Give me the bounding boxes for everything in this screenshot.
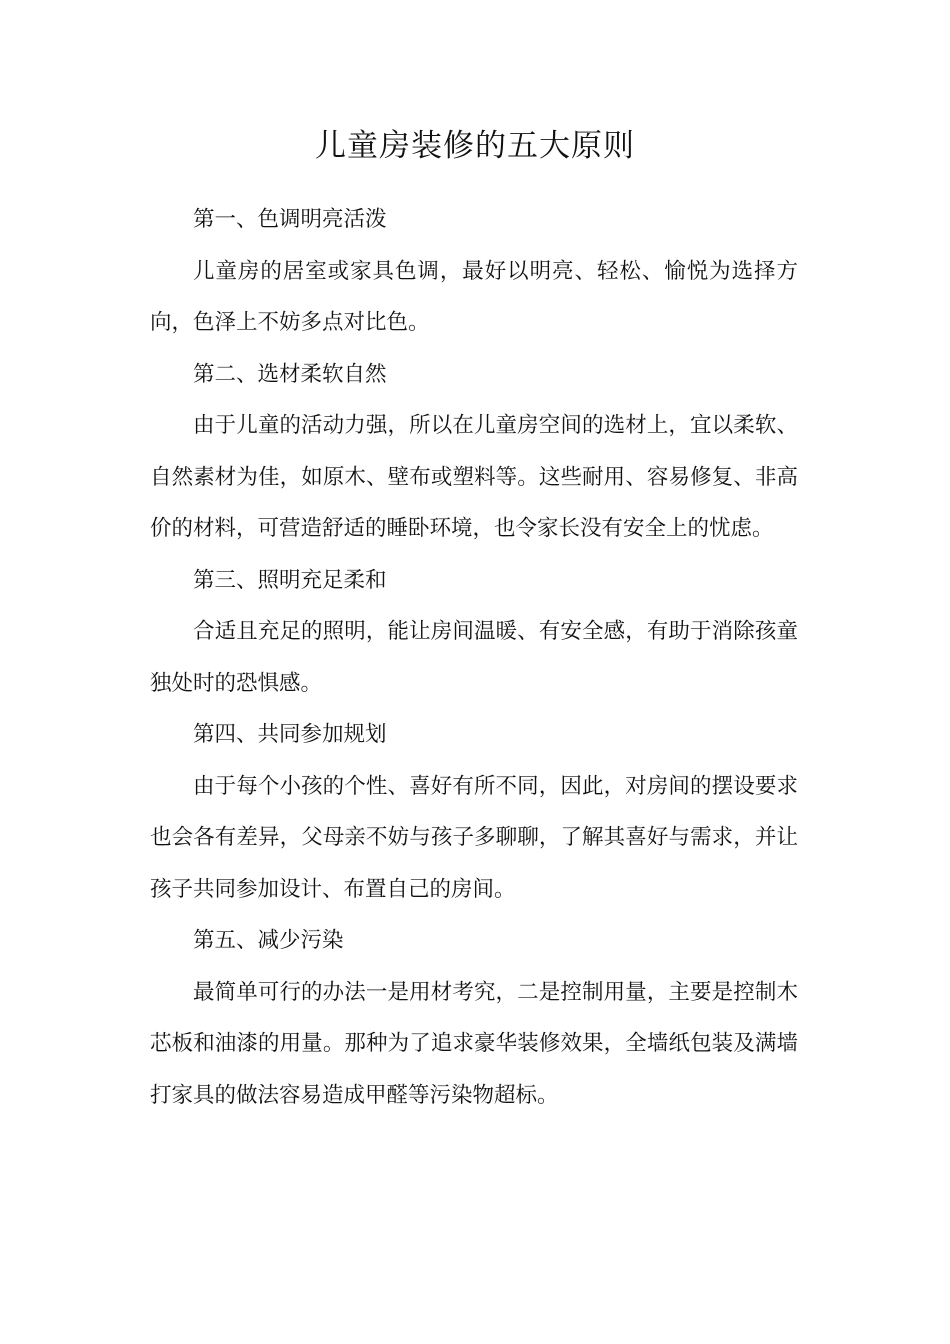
document-title: 儿童房装修的五大原则 [315,128,635,164]
section-paragraph-5: 最简单可行的办法一是用材考究，二是控制用量，主要是控制木芯板和油漆的用量。那种为了追求豪华装修效果，全墙纸包装及满墙打家具的做法容易造成甲醛等污染物超标。 [150,979,798,1108]
section-heading-3: 第三、照明充足柔和 [193,567,387,593]
section-heading-4: 第四、共同参加规划 [193,722,387,747]
document-body [150,194,798,1121]
section-heading-1: 第一、色调明亮活泼 [193,207,387,232]
section-heading-5: 第五、减少污染 [193,928,344,953]
section-paragraph-4: 由于每个小孩的个性、喜好有所不同，因此，对房间的摆设要求也会各有差异，父母亲不妨与孩子多聊聊，了解其喜好与需求，并让孩子共同参加设计、布置自己的房间。 [150,773,798,902]
section-paragraph-2: 由于儿童的活动力强，所以在儿童房空间的选材上，宜以柔软、自然素材为佳，如原木、壁布或塑料等。这些耐用、容易修复、非高价的材料，可营造舒适的睡卧环境，也令家长没有安全上的忧虑。 [150,413,798,541]
section-paragraph-3: 合适且充足的照明，能让房间温暖、有安全感，有助于消除孩童独处时的恐惧感。 [150,619,798,696]
section-heading-2: 第二、选材柔软自然 [193,361,387,387]
section-paragraph-1: 儿童房的居室或家具色调，最好以明亮、轻松、愉悦为选择方向，色泽上不妨多点对比色。 [150,258,798,335]
